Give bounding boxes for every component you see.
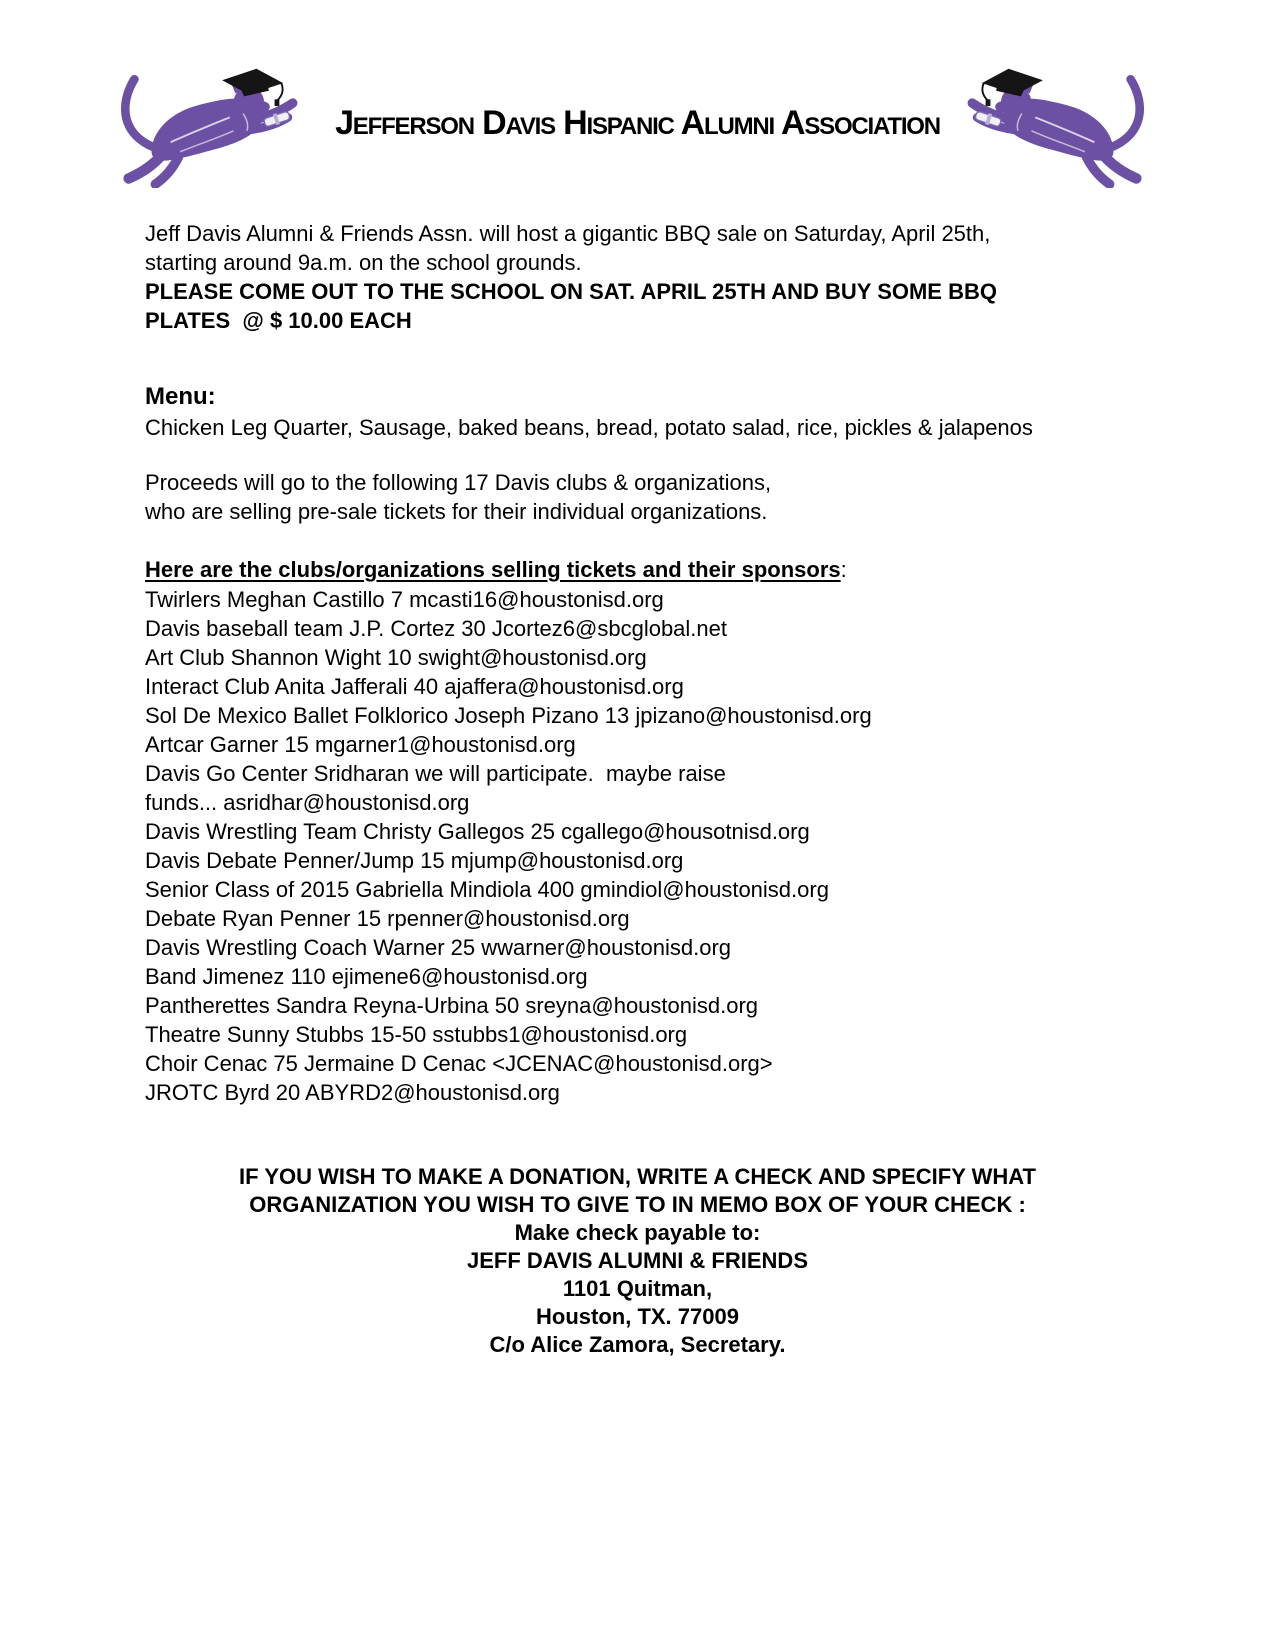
header bbox=[0, 0, 1275, 200]
clubs-heading-colon: : bbox=[840, 557, 847, 582]
clubs-list bbox=[145, 585, 1195, 1107]
club-line: Artcar Garner 15 mgarner1@houstonisd.org bbox=[145, 732, 576, 757]
intro-line: starting around 9a.m. on the school grounds. bbox=[145, 250, 582, 275]
clubs-heading bbox=[145, 555, 847, 584]
club-line: Art Club Shannon Wight 10 swight@houstonisd.org bbox=[145, 645, 647, 670]
club-line: Davis Go Center Sridharan we will participate. maybe raise bbox=[145, 761, 726, 786]
proceeds-line: Proceeds will go to the following 17 Davis clubs & organizations, bbox=[145, 470, 772, 495]
club-line: funds... asridhar@houstonisd.org bbox=[145, 790, 470, 815]
intro-cta-line: PLATES @ $ 10.00 EACH bbox=[145, 308, 412, 333]
club-line: Senior Class of 2015 Gabriella Mindiola 400 gmindiol@houstonisd.org bbox=[145, 877, 829, 902]
panther-graduate-icon bbox=[965, 64, 1157, 188]
club-line: JROTC Byrd 20 ABYRD2@houstonisd.org bbox=[145, 1080, 560, 1105]
donation-section bbox=[0, 1163, 1275, 1359]
menu-heading: Menu: bbox=[145, 383, 216, 410]
club-line: Davis Debate Penner/Jump 15 mjump@houstonisd.org bbox=[145, 848, 684, 873]
club-line: Sol De Mexico Ballet Folklorico Joseph Pizano 13 jpizano@houstonisd.org bbox=[145, 703, 872, 728]
donation-line: C/o Alice Zamora, Secretary. bbox=[489, 1332, 786, 1357]
club-line: Interact Club Anita Jafferali 40 ajaffera@houstonisd.org bbox=[145, 674, 684, 699]
club-line: Band Jimenez 110 ejimene6@houstonisd.org bbox=[145, 964, 588, 989]
club-line: Theatre Sunny Stubbs 15-50 sstubbs1@houstonisd.org bbox=[145, 1022, 688, 1047]
menu-items: Chicken Leg Quarter, Sausage, baked beans, bread, potato salad, rice, pickles & jalapenos bbox=[145, 415, 1033, 440]
proceeds-line: who are selling pre-sale tickets for their individual organizations. bbox=[145, 499, 768, 524]
club-line: Debate Ryan Penner 15 rpenner@houstonisd.org bbox=[145, 906, 630, 931]
donation-line: JEFF DAVIS ALUMNI & FRIENDS bbox=[466, 1248, 808, 1273]
club-line: Davis Wrestling Team Christy Gallegos 25 cgallego@housotnisd.org bbox=[145, 819, 810, 844]
clubs-heading-text: Here are the clubs/organizations selling tickets and their sponsors bbox=[145, 557, 841, 582]
donation-line: Houston, TX. 77009 bbox=[536, 1304, 739, 1329]
intro-section bbox=[145, 219, 1195, 335]
donation-line: ORGANIZATION YOU WISH TO GIVE TO IN MEMO BOX OF YOUR CHECK : bbox=[249, 1192, 1026, 1217]
donation-line: 1101 Quitman, bbox=[562, 1276, 713, 1301]
intro-line: Jeff Davis Alumni & Friends Assn. will host a gigantic BBQ sale on Saturday, April 25th, bbox=[145, 221, 991, 246]
donation-line: Make check payable to: bbox=[514, 1220, 761, 1245]
club-line: Pantherettes Sandra Reyna-Urbina 50 sreyna@houstonisd.org bbox=[145, 993, 759, 1018]
club-line: Davis Wrestling Coach Warner 25 wwarner@houstonisd.org bbox=[145, 935, 732, 960]
club-line: Choir Cenac 75 Jermaine D Cenac <JCENAC@houstonisd.org> bbox=[145, 1051, 773, 1076]
donation-line: IF YOU WISH TO MAKE A DONATION, WRITE A CHECK AND SPECIFY WHAT bbox=[239, 1164, 1036, 1189]
page-title: Jefferson Davis Hispanic Alumni Association bbox=[335, 104, 940, 142]
proceeds-section bbox=[145, 468, 1195, 526]
club-line: Davis baseball team J.P. Cortez 30 Jcortez6@sbcglobal.net bbox=[145, 616, 728, 641]
intro-cta-line: PLEASE COME OUT TO THE SCHOOL ON SAT. APRIL 25TH AND BUY SOME BBQ bbox=[145, 279, 997, 304]
club-line: Twirlers Meghan Castillo 7 mcasti16@houstonisd.org bbox=[145, 587, 664, 612]
